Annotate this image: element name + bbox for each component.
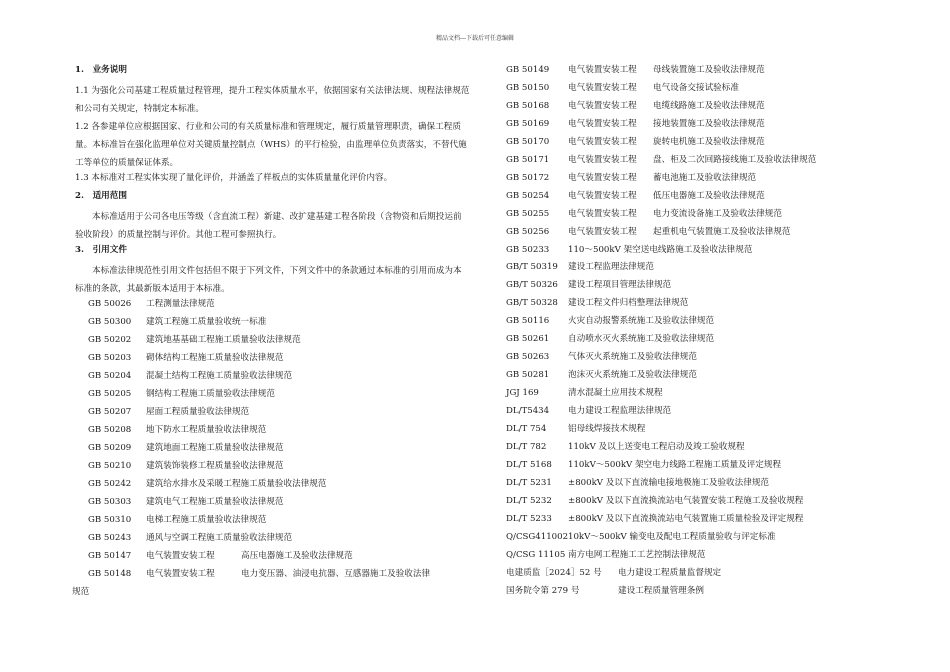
reference-title: 建筑工程施工质量验收统一标准 [146,317,267,327]
paragraph-3: 本标准法律规范性引用文件包括但不限于下列文件，下列文件中的条款通过本标准的引用而成为本标准的条款，其最新版本适用于本标准。 [75,266,462,294]
reference-row [506,64,765,77]
reference-code: GB 50254 [506,190,550,201]
reference-title: 电力建设工程质量监督规定 [618,567,722,578]
reference-code: DL/T 782 [506,441,547,452]
reference-subtitle: 高压电器施工及验收法律规范 [241,551,353,561]
reference-code: GB 50116 [506,316,550,327]
reference-row [506,279,671,292]
reference-row [88,514,266,527]
reference-row [506,118,765,131]
reference-row [88,532,292,545]
reference-code: GB 50261 [506,334,550,345]
reference-title: 10kV～500kV 输变电及配电工程质量验收与评定标准 [568,531,776,542]
reference-title: 砌体结构工程施工质量验收法律规范 [146,353,284,363]
reference-code: GB 50149 [506,65,550,75]
reference-code: GB 50026 [88,299,132,309]
reference-row [506,531,776,544]
reference-row [88,370,292,383]
reference-row [88,334,301,347]
reference-title: 地下防水工程质量验收法律规范 [146,425,267,435]
reference-row [506,459,781,472]
reference-title: 建筑地基基础工程施工质量验收法律规范 [146,335,301,345]
reference-code: DL/T 754 [506,424,547,434]
reference-code: 电建质监［2024］52 号 [506,567,602,578]
reference-code: GB 50205 [88,389,132,399]
reference-title: 电气装置安装工程 [146,551,215,561]
reference-row [88,406,249,419]
reference-code: GB 50208 [88,425,132,435]
reference-subtitle: 旋转电机施工及验收法律规范 [653,136,765,147]
paragraph-1-1: 1.1 为强化公司基建工程质量过程管理，提升工程实体质量水平，依据国家有关法律法规、规程法律规范和公司有关规定，特制定本标准。 [75,86,470,114]
reference-code: DL/T 5232 [506,495,552,506]
paragraph-2: 本标准适用于公司各电压等级（含直流工程）新建、改扩建基建工程各阶段（含物资和后期投运前验收阶段）的质量控制与评价。其他工程可参照执行。 [75,212,462,240]
reference-subtitle: 起重机电气装置施工及验收法律规范 [653,226,791,237]
reference-subtitle: 电力变流设备施工及验收法律规范 [653,208,782,219]
reference-title: 建设工程质量管理条例 [618,585,704,596]
reference-row [506,567,721,580]
reference-title: 建设工程文件归档整理法律规范 [568,298,689,309]
reference-subtitle: 电力变压器、油浸电抗器、互感器施工及验收法律 [241,569,431,579]
reference-code: GB 50168 [506,100,550,111]
reference-title: 电气装置安装工程 [568,82,637,93]
reference-code: Q/CSG411002 [506,531,569,542]
reference-row [506,244,752,257]
reference-title: ±800kV 及以下直流换流站电气装置安装工程施工及验收规程 [568,495,804,506]
reference-title: 电梯工程施工质量验收法律规范 [146,515,267,525]
reference-row [506,82,739,95]
reference-code: GB/T 50326 [506,280,558,291]
section-3-heading: 3. 引用文件 [75,245,127,255]
reference-code: JGJ 169 [506,388,539,399]
reference-row [506,495,803,508]
reference-code: GB/T 50319 [506,262,558,273]
reference-code: GB 50303 [88,497,132,507]
reference-code: Q/CSG 11105 [506,549,566,560]
reference-title: 建筑电气工程施工质量验收法律规范 [146,497,284,507]
reference-row [506,405,671,418]
reference-code: GB 50209 [88,443,132,453]
reference-row [506,154,816,167]
reference-code: GB 50169 [506,118,550,129]
reference-row [506,369,697,382]
reference-title: 电气装置安装工程 [568,65,637,75]
reference-code: DL/T 5168 [506,459,552,470]
reference-row [88,442,284,455]
reference-title: 建设工程监理法律规范 [568,262,654,273]
reference-subtitle: 电缆线路施工及验收法律规范 [653,100,765,111]
reference-title: 南方电网工程施工工艺控制法律规范 [568,549,706,560]
reference-title: 电气装置安装工程 [568,190,637,201]
reference-title: 电气装置安装工程 [568,154,637,165]
section-1-heading: 1. 业务说明 [75,65,127,75]
reference-row [88,298,215,311]
reference-title: 建筑地面工程施工质量验收法律规范 [146,443,284,453]
reference-title: 110kV 及以上送变电工程启动及竣工验收规程 [568,441,745,452]
paragraph-1-3: 1.3 本标准对工程实体实现了量化评价，并涵盖了样板点的实体质量量化评价内容。 [75,173,393,183]
reference-title: 建筑装饰装修工程质量验收法律规范 [146,461,284,471]
reference-code: DL/T 5231 [506,477,552,488]
reference-row [506,261,654,274]
reference-row [506,226,791,239]
reference-title: 屋面工程质量验收法律规范 [146,407,250,417]
reference-title: 建设工程项目管理法律规范 [568,280,672,291]
reference-code: GB 50300 [88,317,132,327]
reference-title: 钢结构工程施工质量验收法律规范 [146,389,275,399]
reference-title: 工程测量法律规范 [146,299,215,309]
reference-row [506,297,688,310]
reference-row [506,513,803,526]
reference-title: 建筑给水排水及采暖工程施工质量验收法律规范 [146,479,327,489]
reference-title: 电气装置安装工程 [568,208,637,219]
reference-code: GB 50256 [506,226,550,237]
reference-code: GB 50204 [88,371,132,381]
reference-title: ±800kV 及以下直流输电接地极施工及验收法律规范 [568,477,770,488]
reference-code: GB 50233 [506,244,550,255]
reference-title: 通风与空调工程施工质量验收法律规范 [146,533,293,543]
reference-row [506,190,765,203]
reference-row [506,441,745,454]
reference-subtitle: 电气设备交接试验标准 [653,82,739,93]
reference-row [88,496,284,509]
reference-row [88,316,266,329]
reference-subtitle: 盘、柜及二次回路接线施工及验收法律规范 [653,154,817,165]
reference-subtitle: 母线装置施工及验收法律规范 [653,65,765,75]
reference-row [506,387,663,400]
reference-row [506,315,714,328]
reference-title: 电气装置安装工程 [568,226,637,237]
reference-title: 泡沫灭火系统施工及验收法律规范 [568,370,697,381]
reference-code: 国务院令第 279 号 [506,585,580,596]
reference-subtitle: 低压电器施工及验收法律规范 [653,190,765,201]
reference-code: GB 50171 [506,154,550,165]
reference-code: GB 50148 [88,569,132,579]
reference-title: 电气装置安装工程 [568,172,637,183]
reference-code: GB 50263 [506,352,550,363]
reference-row [506,477,769,490]
reference-title: 电力建设工程监理法律规范 [568,406,672,417]
reference-row [506,549,706,562]
reference-row [88,478,326,491]
reference-subtitle: 接地装置施工及验收法律规范 [653,118,765,129]
reference-row [88,424,266,437]
page-header: 精品文档---下载后可任意编辑 [435,35,515,42]
reference-code: GB 50255 [506,208,550,219]
reference-code: GB 50170 [506,136,550,147]
reference-title: 自动喷水灭火系统施工及验收法律规范 [568,334,715,345]
reference-row [88,568,430,581]
reference-title: 电气装置安装工程 [568,136,637,147]
reference-row [88,388,275,401]
reference-tail: 规范 [72,587,90,597]
reference-row [88,352,284,365]
reference-code: GB 50243 [88,533,132,543]
reference-row [506,100,765,113]
reference-row [506,585,704,598]
reference-title: 110～500kV 架空送电线路施工及验收法律规范 [568,244,753,255]
reference-title: 电气装置安装工程 [146,569,215,579]
reference-row [88,460,284,473]
reference-title: 铝母线焊接技术规程 [568,424,646,434]
reference-title: 气体灭火系统施工及验收法律规范 [568,352,697,363]
reference-code: GB 50150 [506,82,550,93]
reference-title: 混凝土结构工程施工质量验收法律规范 [146,371,293,381]
reference-code: GB 50281 [506,370,550,381]
reference-code: GB 50172 [506,172,550,183]
reference-code: GB 50203 [88,353,132,363]
reference-code: GB 50147 [88,551,132,561]
reference-code: DL/T 5233 [506,513,552,524]
reference-code: GB 50207 [88,407,132,417]
reference-title: ±800kV 及以下直流换流站电气装置施工质量检验及评定规程 [568,513,804,524]
reference-code: GB 50310 [88,515,132,525]
reference-row [506,136,765,149]
reference-code: DL/T5434 [506,406,550,417]
reference-code: GB 50242 [88,479,132,489]
reference-code: GB 50202 [88,335,132,345]
reference-title: 电气装置安装工程 [568,118,637,129]
reference-title: 电气装置安装工程 [568,100,637,111]
paragraph-1-2: 1.2 各参建单位应根据国家、行业和公司的有关质量标准和管理规定，履行质量管理职责，确保工程质量。本标准旨在强化监理单位对关键质量控制点（WHS）的平行检验，由监理单位负责落实，不替代施工等单位的质量保证体系。 [75,122,467,168]
section-2-heading: 2. 适用范围 [75,191,127,201]
reference-title: 清水混凝土应用技术规程 [568,388,663,399]
reference-title: 110kV～500kV 架空电力线路工程施工质量及评定规程 [568,459,782,470]
reference-row [88,550,353,563]
reference-row [506,351,697,364]
reference-row [506,172,756,185]
reference-code: GB/T 50328 [506,298,558,309]
reference-row [506,423,645,436]
reference-row [506,333,714,346]
reference-row [506,208,782,221]
reference-code: GB 50210 [88,461,132,471]
reference-subtitle: 蓄电池施工及验收法律规范 [653,172,757,183]
reference-title: 火灾自动报警系统施工及验收法律规范 [568,316,715,327]
